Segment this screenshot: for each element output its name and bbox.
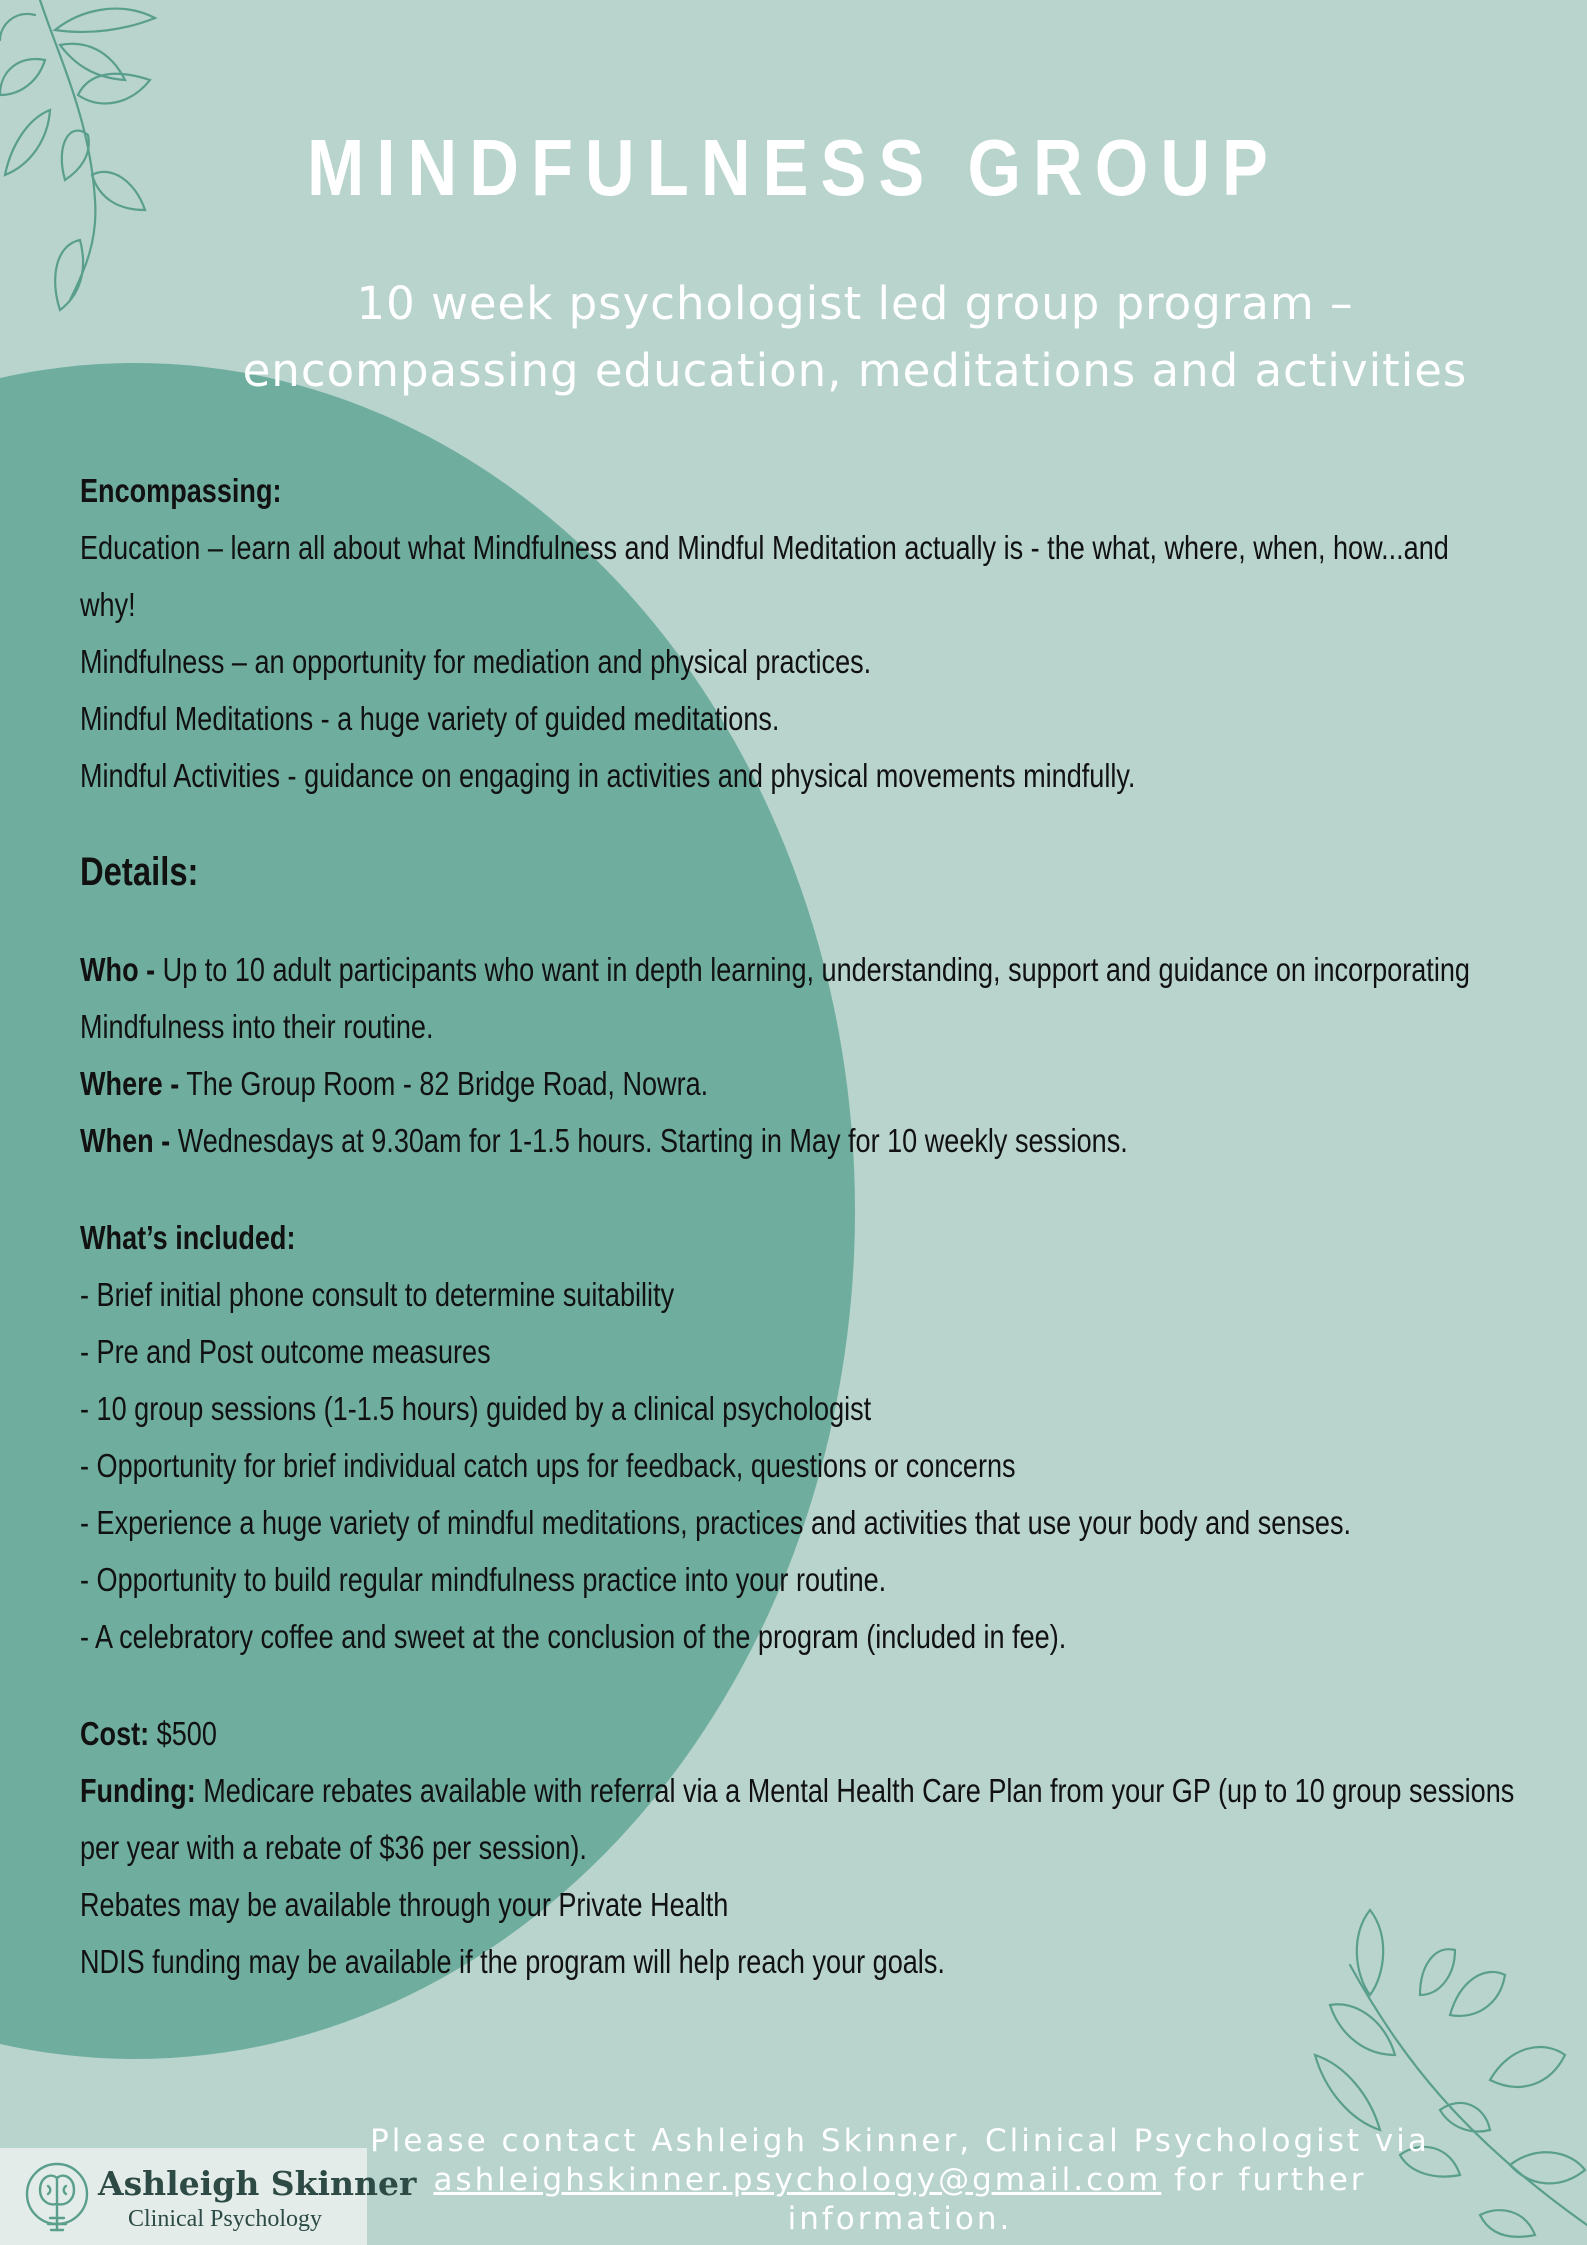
where-text: The Group Room - 82 Bridge Road, Nowra.	[179, 1065, 709, 1102]
where-label: Where -	[80, 1065, 180, 1102]
funding-row	[80, 1762, 1514, 1819]
list-item: - Experience a huge variety of mindful meditations, practices and activities that use your body and senses.	[80, 1504, 1352, 1541]
encompassing-heading: Encompassing:	[80, 472, 282, 509]
list-item: - Pre and Post outcome measures	[80, 1333, 491, 1370]
list-item: - Opportunity for brief individual catch ups for feedback, questions or concerns	[80, 1447, 1016, 1484]
when-text: Wednesdays at 9.30am for 1-1.5 hours. Starting in May for 10 weekly sessions.	[170, 1122, 1128, 1159]
list-item: - 10 group sessions (1-1.5 hours) guided by a clinical psychologist	[80, 1390, 872, 1427]
who-text: Up to 10 adult participants who want in depth learning, understanding, support and guidance on incorporating	[155, 951, 1470, 988]
cost-label: Cost:	[80, 1715, 150, 1752]
list-item: - Opportunity to build regular mindfulness practice into your routine.	[80, 1561, 887, 1598]
list-item: Education – learn all about what Mindfulness and Mindful Meditation actually is - the what, where, when, how...and	[80, 529, 1449, 566]
funding-label: Funding:	[80, 1772, 196, 1809]
list-item: Mindful Meditations - a huge variety of guided meditations.	[80, 700, 780, 737]
cost-row	[80, 1705, 1514, 1762]
contact-suffix: for further information.	[787, 2162, 1367, 2237]
spacer	[80, 901, 1514, 941]
where-row	[80, 1055, 1514, 1112]
email-link[interactable]: ashleighskinner.psychology@gmail.com	[433, 2162, 1162, 2198]
content-column	[80, 462, 1514, 1990]
private-health-text: Rebates may be available through your Private Health	[80, 1886, 729, 1923]
cost-value: $500	[149, 1715, 217, 1752]
included-heading: What’s included:	[80, 1219, 296, 1256]
page-subtitle	[190, 270, 1520, 404]
details-heading: Details:	[80, 850, 199, 894]
brain-tree-icon	[20, 2160, 94, 2238]
logo-name: Ashleigh Skinner	[98, 2164, 417, 2203]
contact-line: Please contact Ashleigh Skinner, Clinical Psychologist via	[370, 2123, 1430, 2159]
subtitle-line: encompassing education, meditations and activities	[242, 344, 1468, 397]
logo-subtitle: Clinical Psychology	[128, 2206, 322, 2232]
subtitle-line: 10 week psychologist led group program –	[356, 277, 1354, 330]
logo	[0, 2148, 417, 2245]
content-body	[80, 462, 1515, 1990]
list-item: why!	[80, 586, 136, 623]
funding-text: Medicare rebates available with referral via a Mental Health Care Plan from your GP (up to 10 group sessions	[195, 1772, 1515, 1809]
spacer	[80, 804, 1514, 844]
contact-line	[370, 2161, 1430, 2239]
page-title: MINDFULNESS GROUP	[307, 123, 1280, 212]
when-row	[80, 1112, 1514, 1169]
spacer	[80, 1169, 1514, 1209]
who-row-cont: Mindfulness into their routine.	[80, 1008, 434, 1045]
who-label: Who -	[80, 951, 156, 988]
ndis-text: NDIS funding may be available if the program will help reach your goals.	[80, 1943, 945, 1980]
funding-row-cont: per year with a rebate of $36 per session).	[80, 1829, 587, 1866]
who-row	[80, 941, 1514, 998]
spacer	[80, 1665, 1514, 1705]
list-item: Mindful Activities - guidance on engaging in activities and physical movements mindfully.	[80, 757, 1136, 794]
list-item: - A celebratory coffee and sweet at the conclusion of the program (included in fee).	[80, 1618, 1067, 1655]
when-label: When -	[80, 1122, 171, 1159]
list-item: Mindfulness – an opportunity for mediation and physical practices.	[80, 643, 872, 680]
list-item: - Brief initial phone consult to determine suitability	[80, 1276, 675, 1313]
contact-footer	[370, 2122, 1430, 2239]
